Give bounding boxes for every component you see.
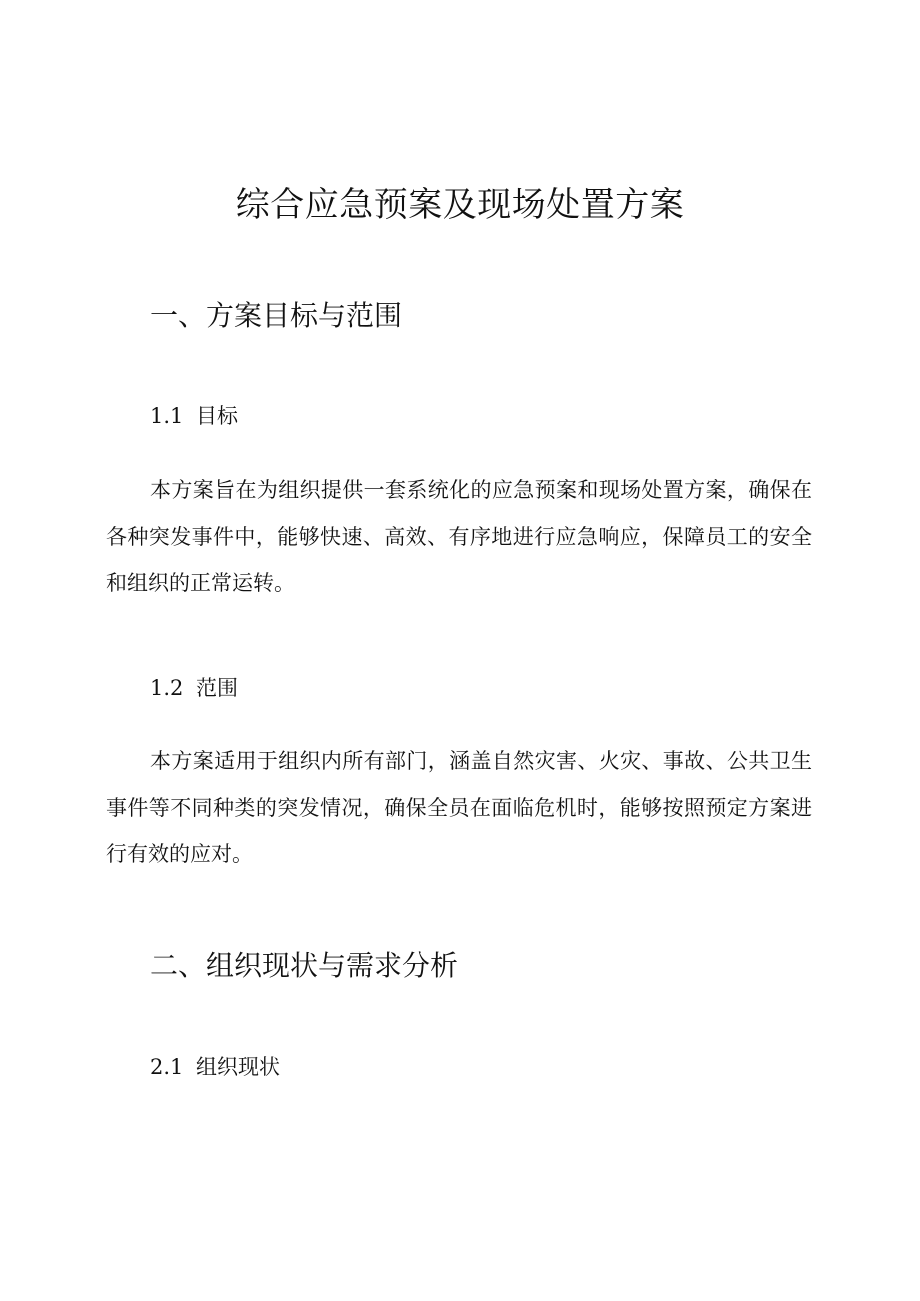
document-title: 综合应急预案及现场处置方案 [235,185,685,225]
subsection-title: 目标 [196,404,238,428]
paragraph-goal: 本方案旨在为组织提供一套系统化的应急预案和现场处置方案，确保在各种突发事件中，能够快速、高效、有序地进行应急响应，保障员工的安全和组织的正常运转。 [106,478,812,595]
subsection-title: 范围 [196,676,238,700]
section-heading-1: 一、方案目标与范围 [150,299,403,332]
subsection-number: 1.2 [150,676,184,700]
subsection-heading-1-1 [150,401,238,431]
subsection-heading-2-1 [150,1052,280,1082]
section-heading-2: 二、组织现状与需求分析 [150,949,459,982]
subsection-heading-1-2 [150,673,238,703]
subsection-title: 组织现状 [196,1055,280,1079]
paragraph-scope: 本方案适用于组织内所有部门，涵盖自然灾害、火灾、事故、公共卫生事件等不同种类的突发情况，确保全员在面临危机时，能够按照预定方案进行有效的应对。 [106,749,812,866]
subsection-number: 2.1 [150,1055,184,1079]
subsection-number: 1.1 [150,404,184,428]
